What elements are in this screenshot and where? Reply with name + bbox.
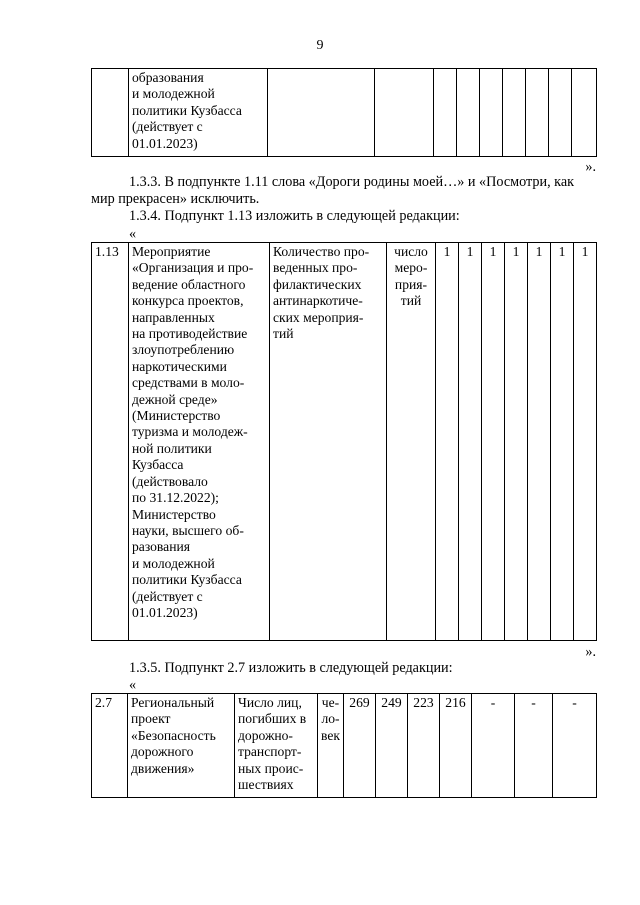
table-row — [92, 694, 597, 798]
item-number: 1.13 — [92, 243, 129, 641]
table-cell — [457, 69, 480, 157]
table-continuation — [91, 68, 597, 157]
unit-cell: число меро- прия- тий — [387, 243, 436, 641]
value-cell: 1 — [459, 243, 482, 641]
paragraph-1-3-4: 1.3.4. Подпункт 1.13 изложить в следующей редакции: — [129, 208, 460, 224]
responsible-cell: образования и молодежной политики Кузбасса (действует с 01.01.2023) — [129, 69, 268, 157]
table-cell — [434, 69, 457, 157]
table-cell — [375, 69, 434, 157]
table-cell — [503, 69, 526, 157]
value-cell: 223 — [408, 694, 440, 798]
page-number: 9 — [316, 38, 324, 53]
paragraph-1-3-5: 1.3.5. Подпункт 2.7 изложить в следующей редакции: — [129, 660, 453, 676]
table-2-7 — [91, 693, 597, 798]
value-cell: 249 — [376, 694, 408, 798]
closing-quote: ». — [585, 644, 596, 660]
opening-quote: « — [129, 226, 137, 242]
table-cell — [572, 69, 597, 157]
value-cell: 1 — [436, 243, 459, 641]
event-cell: Мероприятие «Организация и про- ведение областного конкурса проектов, направленных на противодействие злоупотреблению наркотическими средствами в моло- дежной среде» (Министерство туризма и молодеж- ной политики Кузбасса (действовало по 31.12.2022); Министерство науки, высшего об- разования и молодежной политики Кузбасса (действует с 01.01.2023) — [129, 243, 270, 641]
value-cell: 269 — [344, 694, 376, 798]
table-cell — [480, 69, 503, 157]
item-number: 2.7 — [92, 694, 128, 798]
value-cell: 1 — [505, 243, 528, 641]
value-cell: 1 — [574, 243, 597, 641]
project-cell: Региональный проект «Безопасность дорожного движения» — [128, 694, 235, 798]
indicator-cell: Число лиц, погибших в дорожно- транспорт- ных проис- шествиях — [235, 694, 318, 798]
value-cell: - — [472, 694, 515, 798]
indicator-cell: Количество про- веденных про- филактических антинаркотиче- ских мероприя- тий — [270, 243, 387, 641]
table-cell — [549, 69, 572, 157]
value-cell: 1 — [528, 243, 551, 641]
table-cell — [92, 69, 129, 157]
value-cell: 216 — [440, 694, 472, 798]
table-row — [92, 69, 597, 157]
opening-quote: « — [129, 677, 137, 693]
paragraph-1-3-3-line1: 1.3.3. В подпункте 1.11 слова «Дороги родины моей…» и «Посмотри, как — [129, 174, 575, 190]
closing-quote: ». — [585, 159, 596, 175]
paragraph-1-3-3-line2: мир прекрасен» исключить. — [91, 191, 260, 207]
value-cell: 1 — [482, 243, 505, 641]
value-cell: - — [553, 694, 597, 798]
table-cell — [526, 69, 549, 157]
value-cell: 1 — [551, 243, 574, 641]
value-cell: - — [515, 694, 553, 798]
unit-cell: че- ло- век — [318, 694, 344, 798]
table-row — [92, 243, 597, 641]
table-1-13 — [91, 242, 597, 641]
table-cell — [268, 69, 375, 157]
